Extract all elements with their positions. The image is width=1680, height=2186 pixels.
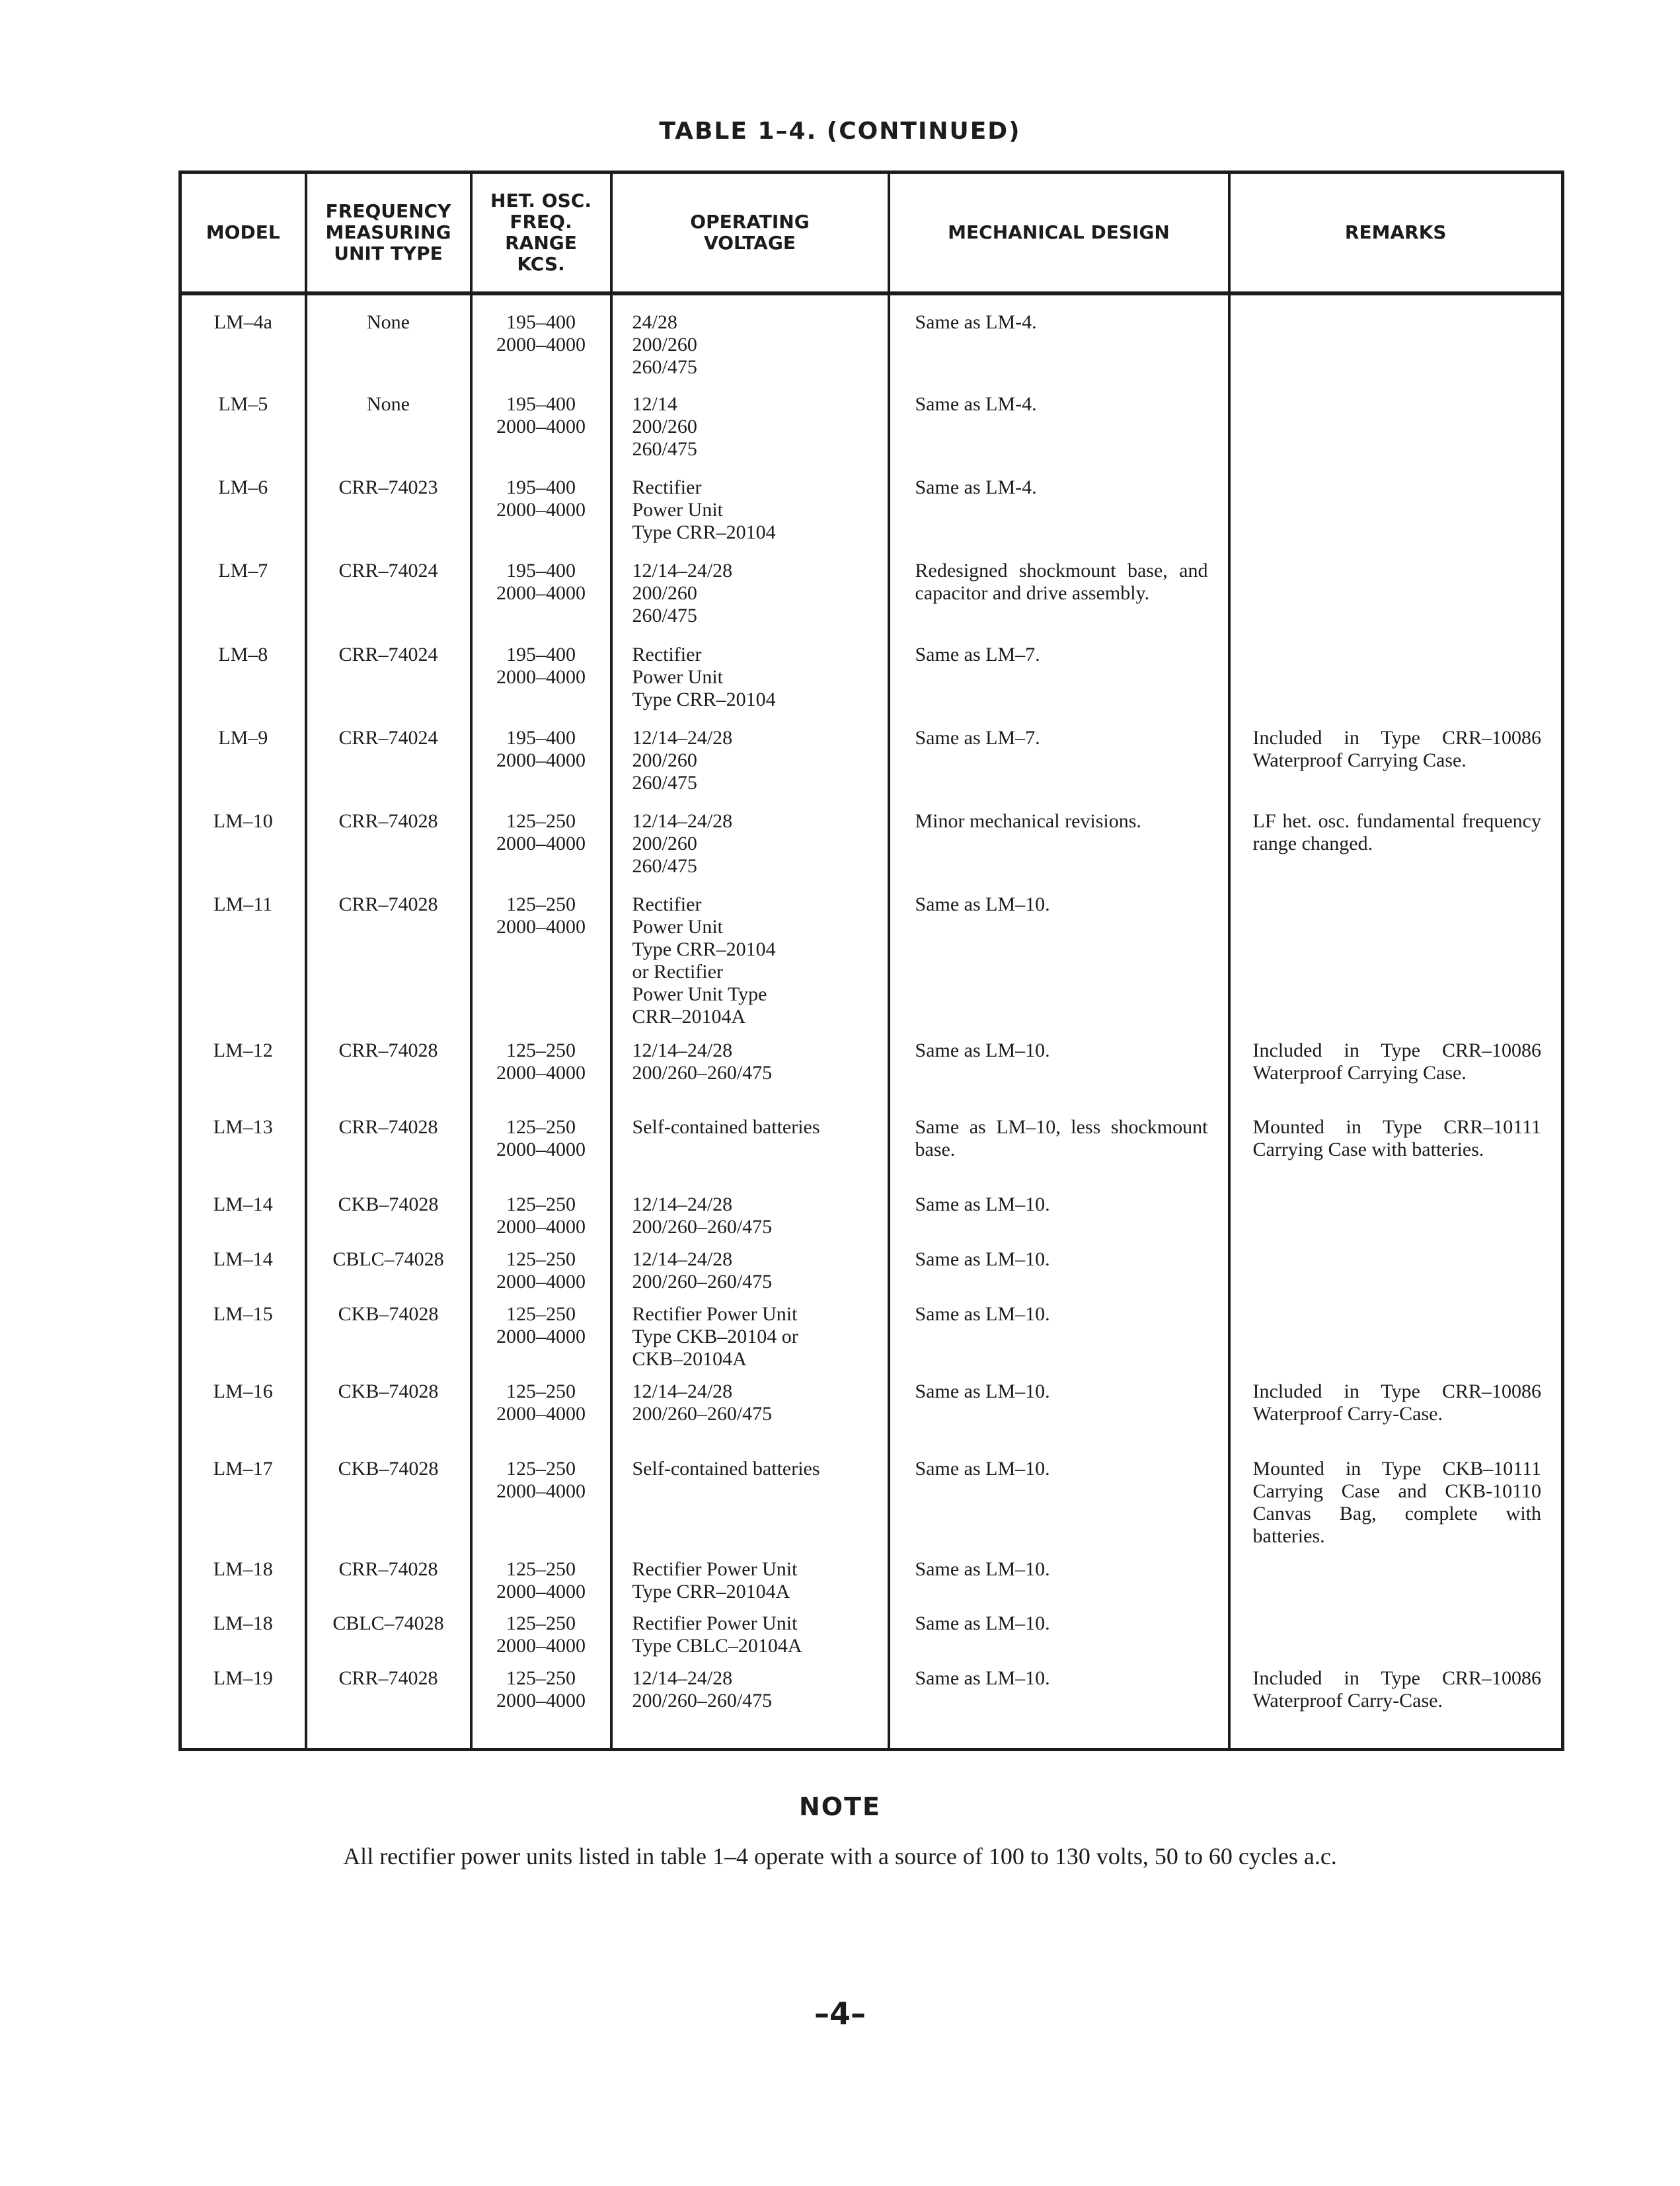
het-osc-range-cell: 195–400 2000–4000 [471,476,611,560]
table-row [180,1612,1563,1667]
table-row [180,1303,1563,1380]
frequency-unit-cell: CRR–74024 [306,727,471,810]
table-header-row [180,172,1563,294]
het-osc-range-cell: 125–250 2000–4000 [471,1380,611,1458]
model-cell: LM–10 [180,810,306,893]
mechanical-design-cell: Same as LM–10. [889,1193,1229,1248]
het-osc-range-cell: 125–250 2000–4000 [471,1193,611,1248]
frequency-unit-cell: CRR–74028 [306,810,471,893]
het-osc-range-cell: 195–400 2000–4000 [471,293,611,393]
remarks-cell [1229,393,1563,476]
remarks-cell: Included in Type CRR–10086 Waterproof Carry-Case. [1252,1380,1541,1425]
operating-voltage-cell: Rectifier Power Unit Type CRR–20104 or Rectifier Power Unit Type CRR–20104A [611,893,889,1039]
header-remarks: REMARKS [1229,172,1563,294]
header-het-osc-freq-range: HET. OSC. FREQ. RANGE KCS. [471,172,611,294]
mechanical-design-cell: Same as LM–10. [889,1039,1229,1117]
het-osc-range-cell: 195–400 2000–4000 [471,727,611,810]
table-row [180,1248,1563,1303]
operating-voltage-cell: 12/14–24/28 200/260 260/475 [611,727,889,810]
operating-voltage-cell: 12/14–24/28 200/260–260/475 [611,1380,889,1458]
het-osc-range-cell: 125–250 2000–4000 [471,893,611,1039]
model-cell: LM–12 [180,1039,306,1117]
table-row [180,393,1563,476]
operating-voltage-cell: Self-contained batteries [611,1458,889,1558]
mechanical-design-cell: Same as LM–7. [889,727,1229,810]
table-row [180,476,1563,560]
het-osc-range-cell: 125–250 2000–4000 [471,810,611,893]
model-cell: LM–19 [180,1667,306,1749]
het-osc-range-cell: 125–250 2000–4000 [471,1248,611,1303]
mechanical-design-cell: Same as LM–10. [889,1667,1229,1749]
frequency-unit-cell: CKB–74028 [306,1303,471,1380]
mechanical-design-cell: Same as LM–10. [889,1558,1229,1613]
table-row [180,1193,1563,1248]
operating-voltage-cell: 12/14–24/28 200/260–260/475 [611,1039,889,1117]
frequency-unit-cell: CBLC–74028 [306,1248,471,1303]
frequency-unit-cell: None [306,393,471,476]
mechanical-design-cell: Same as LM–10. [889,1380,1229,1458]
header-model: MODEL [180,172,306,294]
frequency-unit-cell: CKB–74028 [306,1380,471,1458]
frequency-unit-cell: CRR–74028 [306,1558,471,1613]
operating-voltage-cell: 12/14–24/28 200/260–260/475 [611,1667,889,1749]
table-row [180,1558,1563,1613]
note-heading: NOTE [799,1792,881,1821]
frequency-unit-cell: CRR–74028 [306,893,471,1039]
table-row [180,893,1563,1039]
remarks-cell [1229,644,1563,727]
frequency-unit-cell: CRR–74028 [306,1667,471,1749]
model-cell: LM–18 [180,1558,306,1613]
remarks-cell: Included in Type CRR–10086 Waterproof Carrying Case. [1252,726,1541,771]
remarks-cell [1229,893,1563,1039]
table-row [180,1667,1563,1749]
mechanical-design-cell: Same as LM-4. [889,476,1229,560]
table-row [180,810,1563,893]
table-body [180,293,1563,1750]
remarks-cell [1229,293,1563,393]
mechanical-design-cell: Same as LM-4. [889,293,1229,393]
remarks-cell [1229,1193,1563,1248]
mechanical-design-cell: Same as LM–10. [889,1458,1229,1558]
operating-voltage-cell: Rectifier Power Unit Type CRR–20104 [611,476,889,560]
equipment-table [178,170,1564,1751]
model-cell: LM–4a [180,293,306,393]
operating-voltage-cell: Rectifier Power Unit Type CRR–20104 [611,644,889,727]
frequency-unit-cell: CKB–74028 [306,1458,471,1558]
het-osc-range-cell: 125–250 2000–4000 [471,1612,611,1667]
model-cell: LM–7 [180,560,306,643]
model-cell: LM–9 [180,727,306,810]
model-cell: LM–16 [180,1380,306,1458]
operating-voltage-cell: Rectifier Power Unit Type CBLC–20104A [611,1612,889,1667]
remarks-cell [1229,1303,1563,1380]
mechanical-design-cell: Same as LM–10, less shockmount base. [889,1116,1229,1193]
model-cell: LM–13 [180,1116,306,1193]
mechanical-design-cell: Same as LM–10. [889,1612,1229,1667]
remarks-cell [1229,1558,1563,1613]
mechanical-design-cell: Same as LM–7. [889,644,1229,727]
remarks-cell [1229,1248,1563,1303]
header-operating-voltage: OPERATING VOLTAGE [611,172,889,294]
frequency-unit-cell: CRR–74028 [306,1116,471,1193]
model-cell: LM–8 [180,644,306,727]
mechanical-design-cell: Same as LM–10. [889,1248,1229,1303]
operating-voltage-cell: 12/14–24/28 200/260 260/475 [611,810,889,893]
remarks-cell: Included in Type CRR–10086 Waterproof Carrying Case. [1252,1039,1541,1084]
het-osc-range-cell: 125–250 2000–4000 [471,1116,611,1193]
het-osc-range-cell: 125–250 2000–4000 [471,1039,611,1117]
operating-voltage-cell: 12/14–24/28 200/260 260/475 [611,560,889,643]
frequency-unit-cell: None [306,293,471,393]
het-osc-range-cell: 125–250 2000–4000 [471,1558,611,1613]
het-osc-range-cell: 195–400 2000–4000 [471,393,611,476]
model-cell: LM–17 [180,1458,306,1558]
model-cell: LM–14 [180,1193,306,1248]
operating-voltage-cell: 24/28 200/260 260/475 [611,293,889,393]
remarks-cell: Included in Type CRR–10086 Waterproof Carry-Case. [1252,1667,1541,1712]
operating-voltage-cell: 12/14–24/28 200/260–260/475 [611,1193,889,1248]
frequency-unit-cell: CRR–74024 [306,560,471,643]
table-title: TABLE 1–4. (CONTINUED) [659,118,1021,145]
het-osc-range-cell: 125–250 2000–4000 [471,1667,611,1749]
header-frequency-measuring-unit-type: FREQUENCY MEASURING UNIT TYPE [306,172,471,294]
frequency-unit-cell: CRR–74023 [306,476,471,560]
het-osc-range-cell: 195–400 2000–4000 [471,644,611,727]
header-mechanical-design: MECHANICAL DESIGN [889,172,1229,294]
mechanical-design-cell: Redesigned shockmount base, and capacitor and drive assembly. [889,560,1229,643]
page-number: –4– [814,1996,866,2031]
table-row [180,293,1563,393]
remarks-cell [1229,560,1563,643]
table-row [180,560,1563,643]
het-osc-range-cell: 125–250 2000–4000 [471,1458,611,1558]
operating-voltage-cell: 12/14–24/28 200/260–260/475 [611,1248,889,1303]
table-row [180,1458,1563,1558]
table-row [180,1116,1563,1193]
remarks-cell [1229,1612,1563,1667]
frequency-unit-cell: CRR–74028 [306,1039,471,1117]
operating-voltage-cell: Self-contained batteries [611,1116,889,1193]
frequency-unit-cell: CBLC–74028 [306,1612,471,1667]
mechanical-design-cell: Minor mechanical revisions. [889,810,1229,893]
remarks-cell: LF het. osc. fundamental frequency range changed. [1252,810,1541,855]
operating-voltage-cell: 12/14 200/260 260/475 [611,393,889,476]
het-osc-range-cell: 195–400 2000–4000 [471,560,611,643]
model-cell: LM–11 [180,893,306,1039]
operating-voltage-cell: Rectifier Power Unit Type CRR–20104A [611,1558,889,1613]
operating-voltage-cell: Rectifier Power Unit Type CKB–20104 or CKB–20104A [611,1303,889,1380]
note-text: All rectifier power units listed in table 1–4 operate with a source of 100 to 130 volts, 50 to 60 cycles a.c. [343,1843,1337,1869]
remarks-cell: Mounted in Type CKB–10111 Carrying Case and CKB-10110 Canvas Bag, complete with batteries. [1252,1457,1541,1547]
model-cell: LM–14 [180,1248,306,1303]
remarks-cell [1229,476,1563,560]
frequency-unit-cell: CRR–74024 [306,644,471,727]
model-cell: LM–18 [180,1612,306,1667]
het-osc-range-cell: 125–250 2000–4000 [471,1303,611,1380]
model-cell: LM–15 [180,1303,306,1380]
table-row [180,644,1563,727]
table-row [180,1380,1563,1458]
mechanical-design-cell: Same as LM-4. [889,393,1229,476]
model-cell: LM–6 [180,476,306,560]
mechanical-design-cell: Same as LM–10. [889,1303,1229,1380]
remarks-cell: Mounted in Type CRR–10111 Carrying Case with batteries. [1252,1116,1541,1161]
model-cell: LM–5 [180,393,306,476]
table-row [180,1039,1563,1117]
mechanical-design-cell: Same as LM–10. [889,893,1229,1039]
table-row [180,727,1563,810]
frequency-unit-cell: CKB–74028 [306,1193,471,1248]
